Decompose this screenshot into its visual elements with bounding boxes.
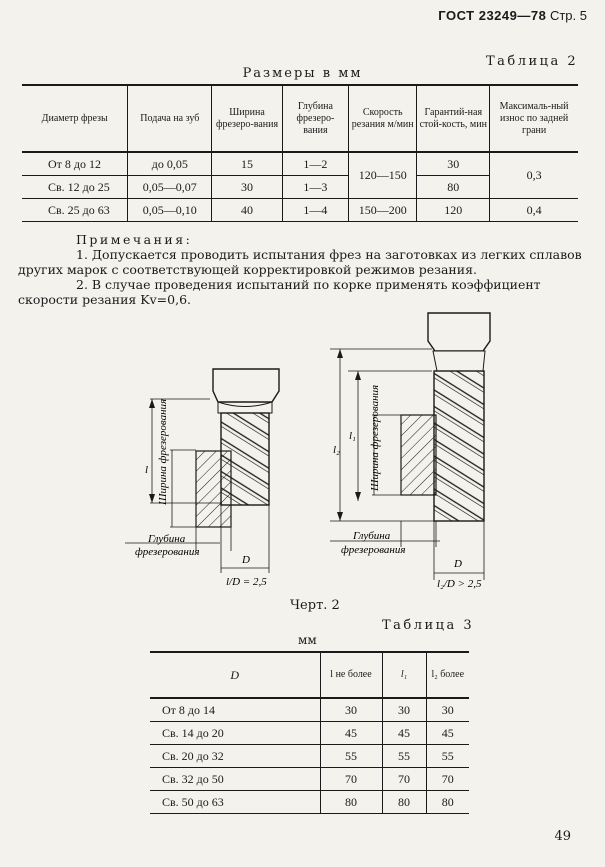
cell-width: 30 [212, 176, 283, 199]
table2-label: Таблица 2 [486, 54, 579, 69]
left-l-label: l [145, 464, 149, 476]
col-header-l2: l₂ более [426, 652, 469, 698]
table-row [22, 199, 578, 222]
cell-l2: 45 [426, 722, 469, 745]
table-row [150, 745, 469, 768]
table-header-row [22, 85, 578, 152]
cell-d: От 8 до 14 [150, 698, 320, 722]
cell-l2: 80 [426, 791, 469, 814]
cell-width: 15 [212, 152, 283, 176]
cell-l1: 80 [382, 791, 426, 814]
table-3 [150, 651, 469, 814]
cell-speed: 150—200 [349, 199, 417, 222]
left-shank [213, 369, 279, 402]
cell-wear-merged: 0,3 [490, 152, 578, 199]
cell-durability: 80 [417, 176, 490, 199]
cell-l2: 55 [426, 745, 469, 768]
right-depth-label-1: Глубина [353, 530, 391, 542]
page-label: Стр. 5 [549, 8, 587, 23]
note-1: 1. Допускается проводить испытания фрез на заготовках из легких сплавов других марок с соответствующей корректировкой режимов резания. [18, 247, 582, 277]
note-2: 2. В случае проведения испытаний по корке применять коэффициент скорости резания Kv=0,6. [18, 277, 541, 307]
right-d-label: D [454, 558, 462, 570]
cell-l: 55 [320, 745, 382, 768]
col-header-diameter: Диаметр фрезы [22, 85, 128, 152]
left-neck [218, 402, 272, 413]
table-row [22, 152, 578, 176]
cell-l1: 45 [382, 722, 426, 745]
table-row [150, 698, 469, 722]
right-cutter-body [434, 371, 484, 521]
left-cutter-figure [125, 369, 279, 588]
right-cutter-figure [330, 313, 490, 590]
cell-depth: 1—4 [282, 199, 348, 222]
cell-d: Св. 32 до 50 [150, 768, 320, 791]
cell-feed: до 0,05 [128, 152, 212, 176]
cell-l2: 30 [426, 698, 469, 722]
right-workpiece [401, 415, 436, 495]
cell-l1: 55 [382, 745, 426, 768]
cell-durability: 30 [417, 152, 490, 176]
cell-l: 30 [320, 698, 382, 722]
right-depth-label-2: фрезерования [341, 544, 406, 556]
col-header-speed: Скорость резания м/мин [349, 85, 417, 152]
right-l1-label: l₁ [349, 430, 356, 442]
col-header-depth: Глубина фрезеро-вания [282, 85, 348, 152]
cell-speed-merged: 120—150 [349, 152, 417, 199]
standard-number: ГОСТ 23249—78 [438, 8, 547, 23]
cell-l: 70 [320, 768, 382, 791]
cell-feed: 0,05—0,07 [128, 176, 212, 199]
page-header [438, 8, 587, 23]
cell-d: Св. 50 до 63 [162, 794, 224, 809]
cell-width: 40 [212, 199, 283, 222]
cell-depth: 1—2 [282, 152, 348, 176]
left-ratio-label: l/D = 2,5 [226, 576, 267, 588]
right-shank [428, 313, 490, 351]
cell-l1: 70 [382, 768, 426, 791]
left-workpiece [196, 451, 231, 527]
col-header-l1: l₁ [382, 652, 426, 698]
table-2 [22, 84, 578, 222]
table-header-row [150, 652, 469, 698]
drawing-caption: Черт. 2 [290, 598, 340, 613]
col-header-l: l не более [320, 652, 382, 698]
notes [18, 232, 588, 307]
cell-l1: 30 [382, 698, 426, 722]
cell-l: 45 [320, 722, 382, 745]
left-d-label: D [242, 554, 250, 566]
table-row [150, 768, 469, 791]
cell-l: 80 [320, 791, 382, 814]
right-neck [433, 351, 485, 371]
right-l2-label: l₂ [333, 444, 340, 456]
left-width-label: Ширина фрезерования [157, 398, 169, 505]
cell-feed: 0,05—0,10 [128, 199, 212, 222]
cell-d: Св. 14 до 20 [150, 722, 320, 745]
col-header-width: Ширина фрезеро-вания [212, 85, 283, 152]
table-row [150, 722, 469, 745]
table3-label: Таблица 3 [382, 618, 475, 633]
cell-l2: 70 [426, 768, 469, 791]
cell-diameter: Св. 25 до 63 [48, 202, 110, 217]
col-header-wear: Максималь-ный износ по задней грани [490, 85, 578, 152]
cell-durability: 120 [417, 199, 490, 222]
right-ratio-label: l₂/D > 2,5 [437, 578, 482, 590]
col-header-feed: Подача на зуб [128, 85, 212, 152]
left-depth-label-1: Глубина [148, 533, 186, 545]
right-width-label: Ширина фрезерования [369, 384, 381, 491]
cell-diameter: Св. 12 до 25 [22, 176, 128, 199]
col-header-durability: Гарантий-ная стой-кость, мин [417, 85, 490, 152]
cell-d: Св. 20 до 32 [150, 745, 320, 768]
col-header-d: D [150, 652, 320, 698]
page-number: 49 [554, 829, 571, 844]
technical-drawing [0, 305, 605, 610]
table3-unit: мм [298, 633, 317, 647]
table-row [150, 791, 469, 814]
cell-wear: 0,4 [490, 199, 578, 222]
left-depth-label-2: фрезерования [135, 546, 200, 558]
cell-diameter: От 8 до 12 [22, 152, 128, 176]
notes-title: Примечания: [76, 232, 193, 247]
table2-caption: Размеры в мм [242, 66, 363, 81]
cell-depth: 1—3 [282, 176, 348, 199]
